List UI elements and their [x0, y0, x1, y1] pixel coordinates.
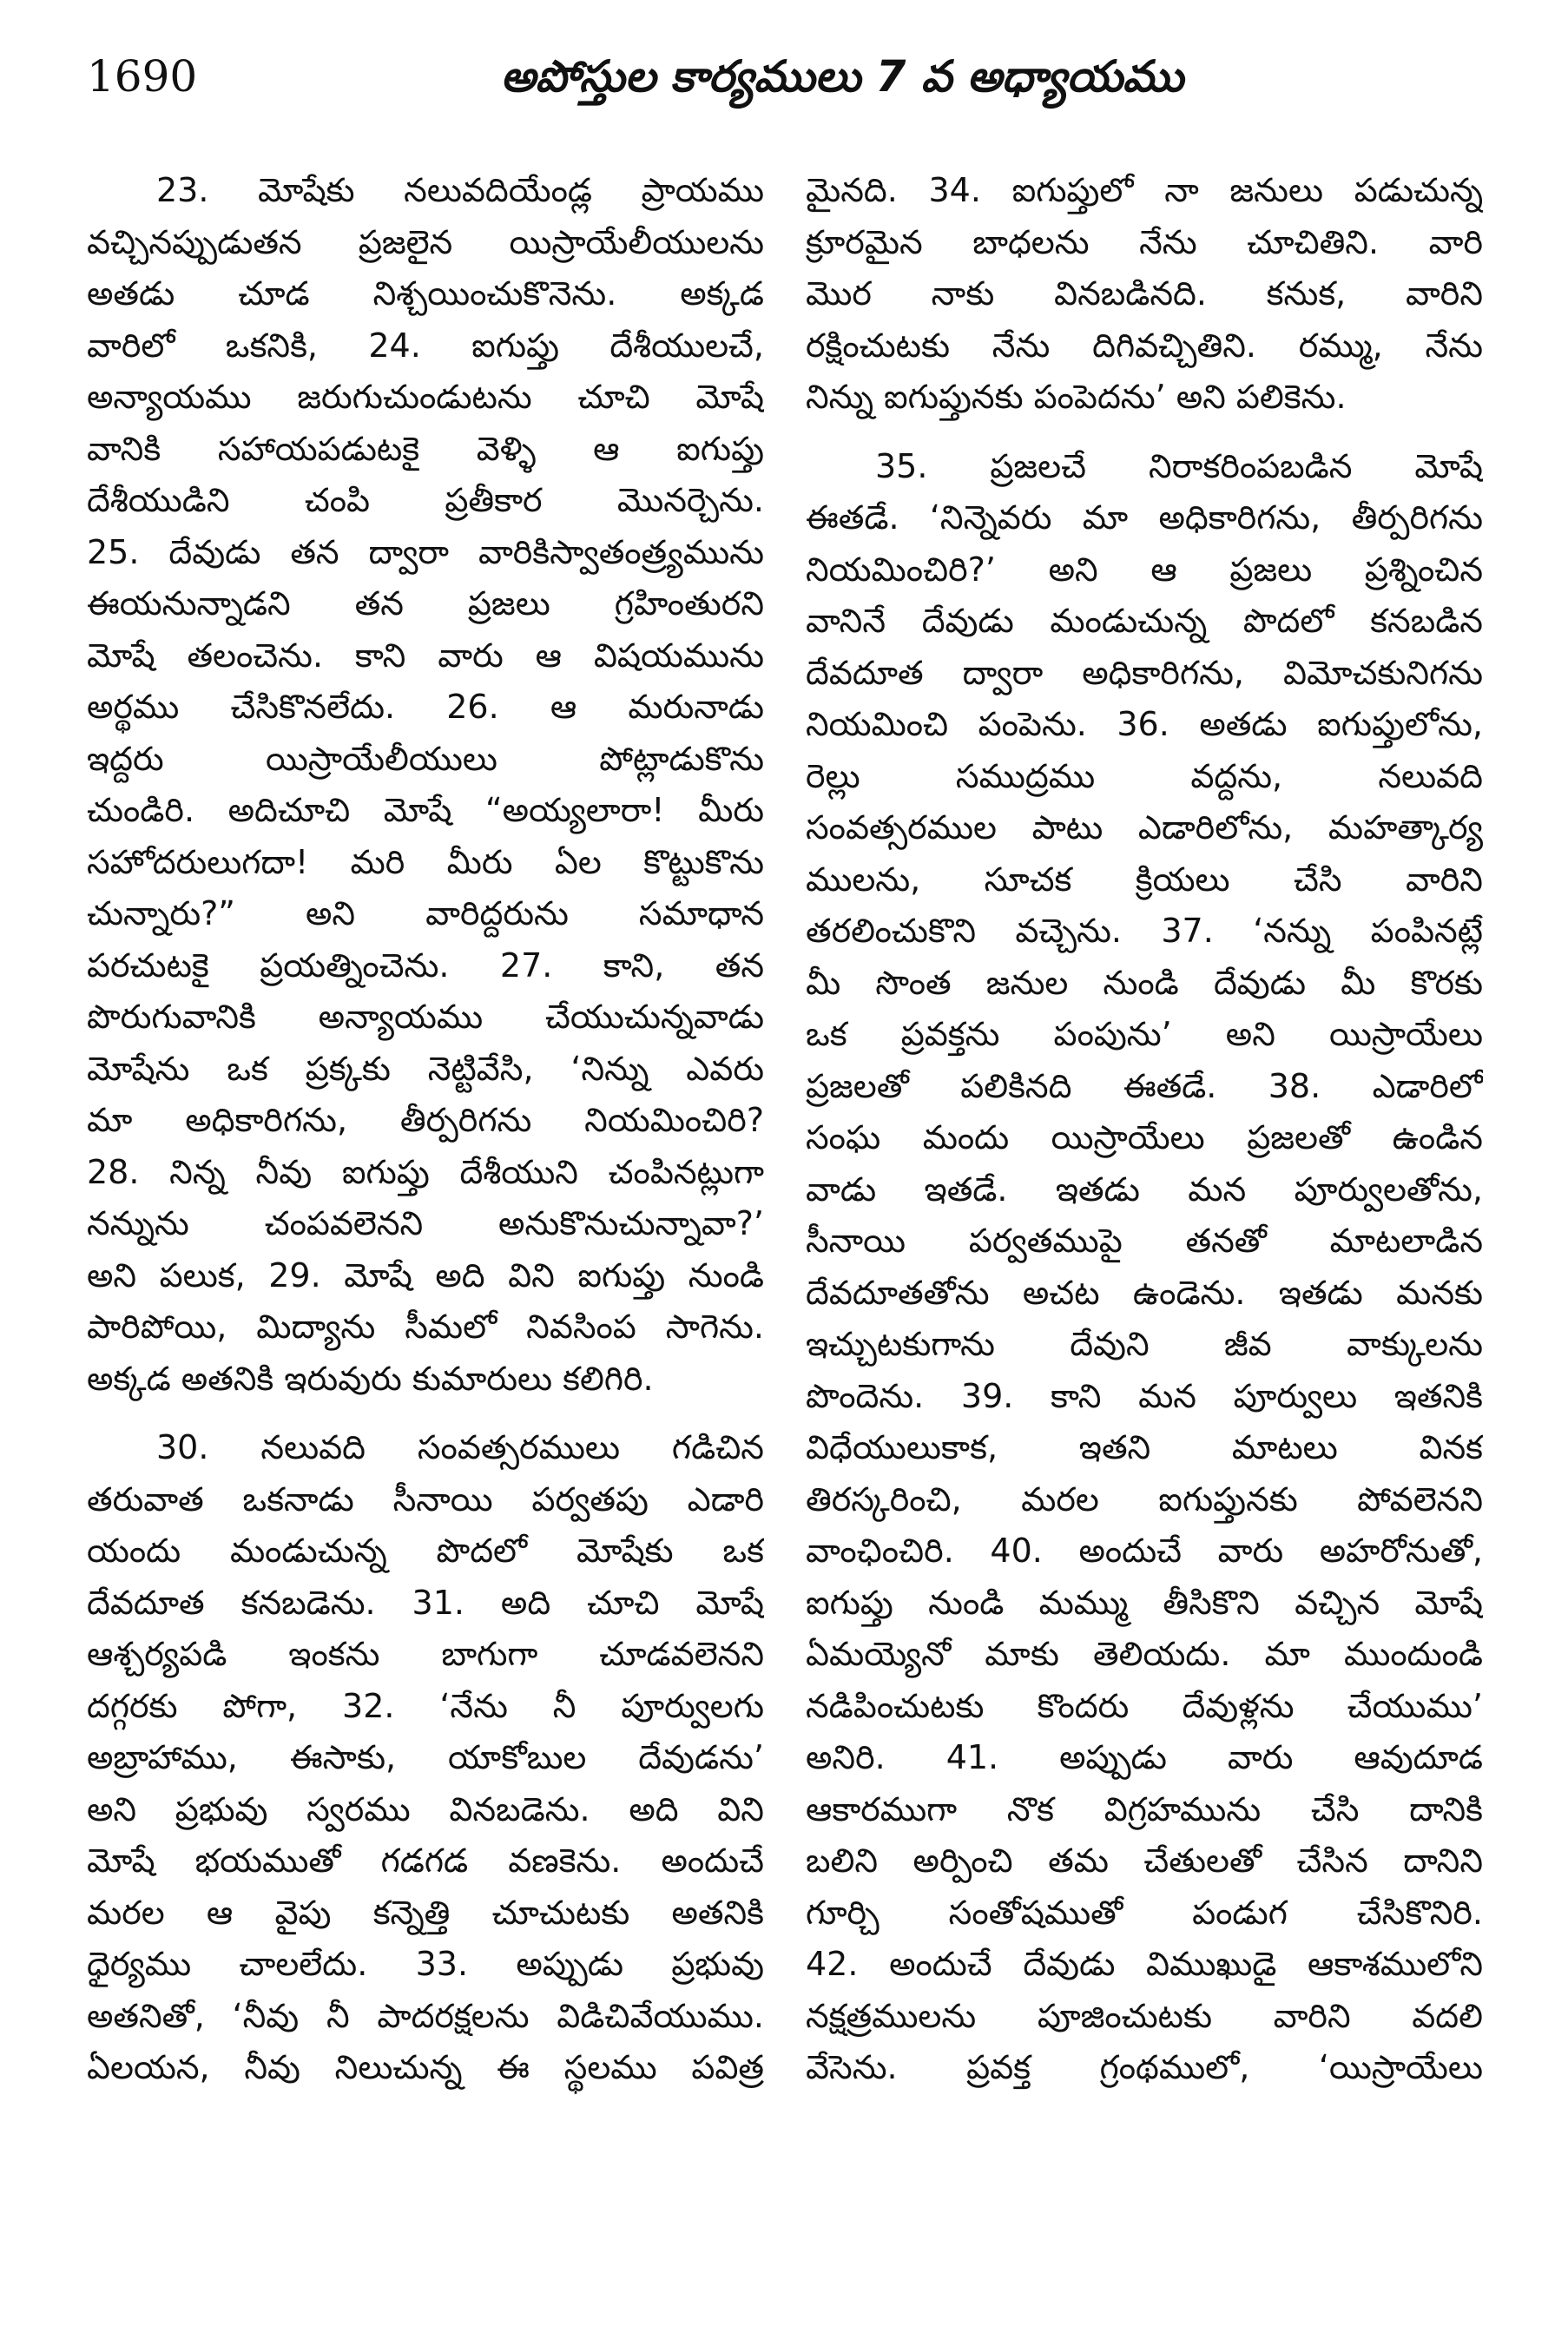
running-title: అపోస్తుల కార్యములు 7 వ అధ్యాయము — [500, 51, 1184, 102]
paragraph-gap — [87, 1405, 764, 1422]
text-line: 28. నిన్న నీవు ఐగుప్తు దేశీయుని చంపినట్లుగా — [87, 1152, 764, 1191]
text-line: వానినే దేవుడు మండుచున్న పొదలో కనబడిన — [806, 602, 1483, 640]
text-line: విధేయులుకాక, ఇతని మాటలు వినక — [806, 1428, 1483, 1466]
text-line: సీనాయి పర్వతముపై తనతో మాటలాడిన — [806, 1222, 1483, 1260]
text-line: ఏమయ్యెనో మాకు తెలియదు. మా ముందుండి — [806, 1635, 1483, 1673]
text-line: దేవదూత ద్వారా అధికారిగను, విమోచకునిగను — [806, 653, 1483, 692]
text-line: వారిలో ఒకనికి, 24. ఐగుప్తు దేశీయులచే, — [87, 326, 764, 365]
text-line: ఐగుప్తు నుండి మమ్ము తీసికొని వచ్చిన మోషే — [806, 1583, 1483, 1622]
text-line: వచ్చినప్పుడుతన ప్రజలైన యిస్రాయేలీయులను — [87, 222, 764, 261]
text-line: అతడు చూడ నిశ్చయించుకొనెను. అక్కడ — [87, 274, 764, 313]
text-line: సంఘ మందు యిస్రాయేలు ప్రజలతో ఉండిన — [806, 1118, 1483, 1156]
text-line: దగ్గరకు పోగా, 32. ‘నేను నీ పూర్వులగు — [87, 1686, 764, 1725]
page-number: 1690 — [87, 51, 198, 102]
text-line: అన్యాయము జరుగుచుండుటను చూచి మోషే — [87, 378, 764, 416]
text-line: దేవదూత కనబడెను. 31. అది చూచి మోషే — [87, 1583, 764, 1622]
text-line: అబ్రాహాము, ఈసాకు, యాకోబుల దేవుడను’ — [87, 1738, 764, 1776]
text-line: బలిని అర్పించి తమ చేతులతో చేసిన దానిని — [806, 1841, 1483, 1880]
text-line: అనిరి. 41. అప్పుడు వారు ఆవుదూడ — [806, 1738, 1483, 1776]
text-line: గూర్చి సంతోషముతో పండుగ చేసికొనిరి. — [806, 1893, 1483, 1932]
text-line: దేశీయుడిని చంపి ప్రతీకార మొనర్చెను. — [87, 481, 764, 519]
text-line: రక్షించుటకు నేను దిగివచ్చితిని. రమ్ము, నేను — [806, 326, 1483, 365]
text-line: ఇద్దరు యిస్రాయేలీయులు పోట్లాడుకొను — [87, 739, 764, 778]
text-line: అని పలుక, 29. మోషే అది విని ఐగుప్తు నుండి — [87, 1255, 764, 1295]
text-line: పొందెను. 39. కాని మన పూర్వులు ఇతనికి — [806, 1376, 1483, 1415]
text-line: మరల ఆ వైపు కన్నెత్తి చూచుటకు అతనికి — [87, 1893, 764, 1932]
text-line: మా అధికారిగను, తీర్పరిగను నియమించిరి? — [87, 1101, 764, 1139]
right-column — [806, 165, 1483, 2094]
text-line: మోషే భయముతో గడగడ వణకెను. అందుచే — [87, 1841, 764, 1880]
text-line: నిన్ను ఐగుప్తునకు పంపెదను’ అని పలికెను. — [806, 378, 1347, 416]
left-column — [87, 165, 764, 2094]
text-line: వాంఛించిరి. 40. అందుచే వారు అహరోనుతో, — [806, 1532, 1483, 1570]
text-line: నియమించిరి?’ అని ఆ ప్రజలు ప్రశ్నించిన — [806, 550, 1483, 589]
text-line: 23. మోషేకు నలువదియేండ్ల ప్రాయము — [156, 171, 764, 209]
text-line: నియమించి పంపెను. 36. అతడు ఐగుప్తులోను, — [806, 705, 1483, 743]
text-line: తరలించుకొని వచ్చెను. 37. ‘నన్ను పంపినట్లే — [806, 912, 1483, 950]
text-line: 25. దేవుడు తన ద్వారా వారికిస్వాతంత్ర్యమును — [87, 532, 764, 571]
text-line: వేసెను. ప్రవక్త గ్రంథములో, ‘యిస్రాయేలు — [806, 2048, 1483, 2086]
text-line: మోషేను ఒక ప్రక్కకు నెట్టివేసి, ‘నిన్ను ఎవరు — [87, 1049, 764, 1088]
text-line: చున్నారు?” అని వారిద్దరును సమాధాన — [87, 894, 764, 932]
text-line: ఆకారముగా నొక విగ్రహమును చేసి దానికి — [806, 1789, 1483, 1828]
text-line: నన్నును చంపవలెనని అనుకొనుచున్నావా?’ — [87, 1204, 764, 1242]
text-line: ఏలయన, నీవు నిలుచున్న ఈ స్థలము పవిత్ర — [87, 2048, 764, 2086]
text-line: చుండిరి. అదిచూచి మోషే “అయ్యలారా! మీరు — [87, 791, 764, 829]
text-line: ఆశ్చర్యపడి ఇంకను బాగుగా చూడవలెనని — [87, 1635, 764, 1673]
text-line: ఒక ప్రవక్తను పంపును’ అని యిస్రాయేలు — [806, 1015, 1483, 1053]
text-line: నడిపించుటకు కొందరు దేవుళ్లను చేయుము’ — [806, 1686, 1483, 1725]
text-line: ములను, సూచక క్రియలు చేసి వారిని — [806, 860, 1483, 899]
text-line: మొర నాకు వినబడినది. కనుక, వారిని — [806, 274, 1483, 313]
text-line: తిరస్కరించి, మరల ఐగుప్తునకు పోవలెనని — [806, 1479, 1483, 1519]
text-line: తరువాత ఒకనాడు సీనాయి పర్వతపు ఎడారి — [87, 1479, 764, 1519]
text-line: ప్రజలతో పలికినది ఈతడే. 38. ఎడారిలో — [806, 1066, 1483, 1105]
text-line: అతనితో, ‘నీవు నీ పాదరక్షలను విడిచివేయుము. — [87, 1996, 764, 2035]
text-line: వాడు ఇతడే. ఇతడు మన పూర్వులతోను, — [806, 1169, 1483, 1209]
text-line: మైనది. 34. ఐగుప్తులో నా జనులు పడుచున్న — [806, 171, 1483, 209]
text-line: అని ప్రభువు స్వరము వినబడెను. అది విని — [87, 1789, 764, 1828]
text-line: అక్కడ అతనికి ఇరువురు కుమారులు కలిగిరి. — [87, 1359, 654, 1398]
text-line: 30. నలువది సంవత్సరములు గడిచిన — [156, 1428, 764, 1466]
text-line: ఈయనున్నాడని తన ప్రజలు గ్రహింతురని — [87, 584, 764, 623]
text-line: సంవత్సరముల పాటు ఎడారిలోను, మహత్కార్య — [806, 808, 1483, 847]
text-line: పరచుటకై ప్రయత్నించెను. 27. కాని, తన — [87, 945, 764, 985]
paragraph-gap — [806, 424, 1483, 441]
text-line: ఈతడే. ‘నిన్నెవరు మా అధికారిగను, తీర్పరిగను — [806, 498, 1483, 537]
text-line: క్రూరమైన బాధలను నేను చూచితిని. వారి — [806, 222, 1483, 261]
text-line: ఇచ్చుటకుగాను దేవుని జీవ వాక్కులను — [806, 1325, 1483, 1363]
text-line: నక్షత్రములను పూజించుటకు వారిని వదలి — [806, 1996, 1483, 2035]
text-line: పొరుగువానికి అన్యాయము చేయుచున్నవాడు — [87, 998, 764, 1036]
text-line: 35. ప్రజలచే నిరాకరింపబడిన మోషే — [875, 446, 1483, 485]
text-line: సహోదరులుగదా! మరి మీరు ఏల కొట్టుకొను — [87, 842, 764, 881]
text-line: మీ సొంత జనుల నుండి దేవుడు మీ కొరకు — [806, 963, 1483, 1002]
text-line: దేవదూతతోను అచట ఉండెను. ఇతడు మనకు — [806, 1273, 1483, 1312]
text-line: రెల్లు సముద్రము వద్దను, నలువది — [806, 756, 1483, 795]
text-line: అర్థము చేసికొనలేదు. 26. ఆ మరునాడు — [87, 688, 764, 726]
text-line: వానికి సహాయపడుటకై వెళ్ళి ఆ ఐగుప్తు — [87, 429, 764, 468]
text-line: పారిపోయి, మిద్యాను సీమలో నివసింప సాగెను. — [87, 1308, 764, 1346]
page-header — [87, 42, 1483, 111]
text-line: యందు మండుచున్న పొదలో మోషేకు ఒక — [87, 1532, 764, 1570]
text-line: ధైర్యము చాలలేదు. 33. అప్పుడు ప్రభువు — [87, 1945, 764, 1983]
text-line: మోషే తలంచెను. కాని వారు ఆ విషయమును — [87, 636, 764, 675]
text-line: 42. అందుచే దేవుడు విముఖుడై ఆకాశములోని — [806, 1945, 1483, 1983]
